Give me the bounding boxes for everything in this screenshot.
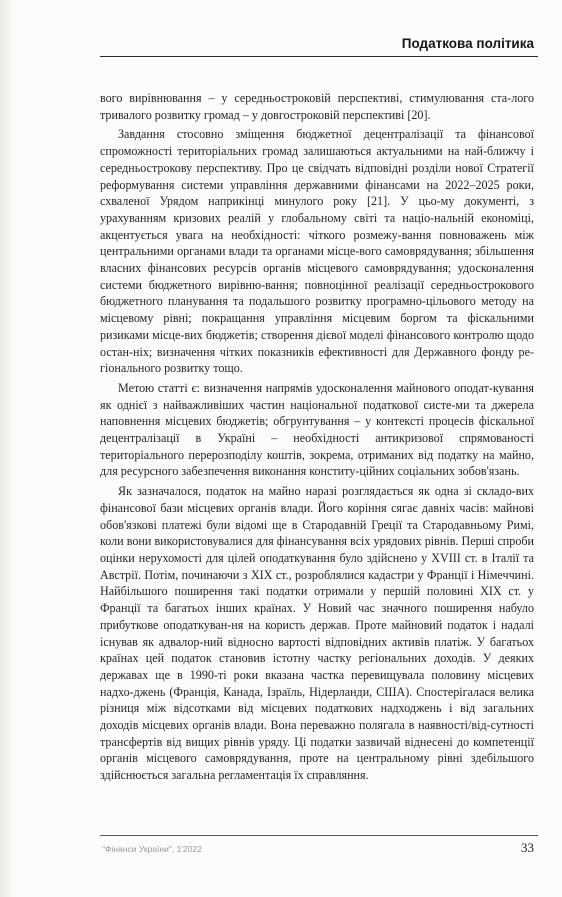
running-header-title: Податкова політика [401,36,534,51]
page-number: 33 [521,840,534,855]
footer-rule [100,835,538,836]
page-edge-shadow [0,0,14,897]
article-body [100,90,534,787]
paragraph: Метою статті є: визначення напрямів удосконалення майнового оподат-кування як однієї з найважливіших частин національної податкової систе-ми та джерела наповнення місцевих бюджетів; обгрунтування – у контексті процесів фіскальної децентралізації в Україні – необхідності антикризової спрямованості територіального перерозподілу коштів, зокрема, отриманих від податку на майно, для ресурсного забезпечення виконання конститу-ційних соціальних зобов'язань. [100,380,534,479]
journal-footer: "Фінанси України", 1'2022 [102,844,202,854]
header-rule [100,56,538,57]
paragraph: вого вирівнювання – у середньостроковій перспективі, стимулювання ста-лого тривалого розвитку громад – у довгостроковій перспективі [20]. [100,91,534,122]
paragraph: Завдання стосовно зміщення бюджетної децентралізації та фінансової спроможності територіальних громад залишаються актуальними на най-ближчу і середньострокову перспективу. Про це свідчать відповідні розділи нової Стратегії реформування системи управління державними фінансами на 2022–2025 роки, схваленої Урядом наприкінці минулого року [21]. У цьо-му документі, з урахуванням кризових реалій у глобальному світі та націо-нальній економіці, акцентується увага на необхідності: чіткого розмежу-вання повноважень між центральними органами влади та органами місце-вого самоврядування; збільшення власних фінансових ресурсів органів місцевого самоврядування; удосконалення системи бюджетного вирівню-вання; повноцінної реалізації середньострокового бюджетного планування та подальшого розвитку програмно-цільового методу на місцевому рівні; покращання управління місцевим боргом та фіскальними ризиками місце-вих бюджетів; створення дієвої моделі фінансового контролю щодо остан-ніх; визначення чітких показників ефективності для Державного фонду ре-гіонального розвитку тощо. [100,127,534,376]
paragraph: Як зазначалося, податок на майно наразі розглядається як одна зі складо-вих фінансової бази місцевих органів влади. Його коріння сягає давніх часів: майнові обов'язкові платежі були відомі ще в Стародавній Греції та Стародавньому Римі, коли вони використовувалися для фінансування всіх урядових рівнів. Перші спроби оцінки нерухомості для цілей оподаткування було здійснено у XVIII ст. в Італії та Австрії. Потім, починаючи з XIX ст., розроблялися кадастри у Франції і Німеччині. Найбільшого поширення такі податки отримали у першій половині XIX ст. у Франції та багатьох інших країнах. У Новий час значного поширення набуло прибуткове оподаткуван-ня на користь держав. Проте майновий податок і надалі існував як адвалор-ний відносно вартості відповідних активів платіж. У багатьох країнах цей податок становив істотну частку регіональних доходів. У деяких державах ще в 1990-ті роки вказана частка перевищувала половину місцевих надхо-джень (Франція, Канада, Ізраїль, Нідерланди, США). Спостерігалася велика різниця між відсотками від місцевих податкових надходжень і від загальних доходів місцевих органів влади. Вона переважно полягала в наявності/від-сутності трансфертів від вищих рівнів уряду. Ці податки зазвичай віднесені до компетенції органів місцевого самоврядування, проте на центральному рівні здебільшого здійснюється загальна регламентація їх справляння. [100,484,534,783]
